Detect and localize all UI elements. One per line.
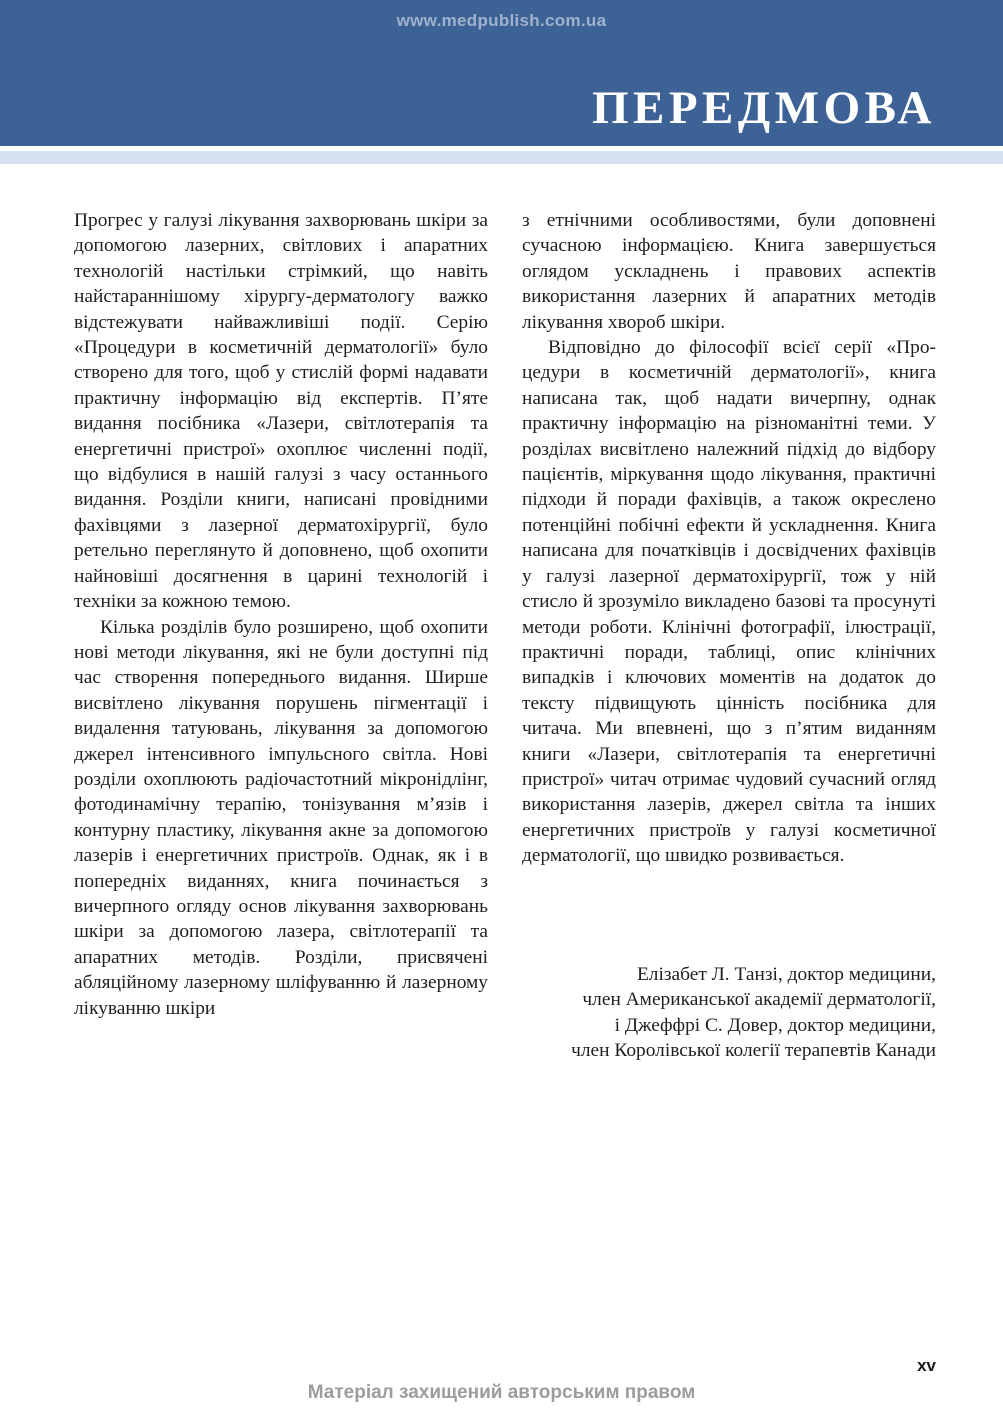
page-number: xv: [917, 1356, 936, 1375]
page-title: ПЕРЕДМОВА: [591, 82, 936, 134]
author-signature: [571, 962, 936, 1064]
header-accent-stripe: [0, 151, 1003, 164]
paragraph: Кілька розділів було розширено, щоб охопити нові методи лікування, які не були доступні під час створення попереднього видання. Ширше висвітлено лікування порушень пігментації і видалення татуювань, лікування за допомогою джерел інтенсивного імпульсного світла. Нові розділи охоплюють радіочастотний мікронідлінг, фотодинамічну терапію, тонізування м’язів і контурну пластику, лікування акне за допомогою лазерів і енергетичних пристроїв. Однак, як і в попередніх виданнях, книга починається з вичерпного огляду основ лікування захворювань шкіри за допомогою лазера, світлотерапії та апаратних методів. Розділи, присвячені абляційному лазерному шліфуванню й лазерному лікуванню шкіри: [74, 616, 488, 1019]
signature-line: член Королівської колегії терапевтів Канади: [571, 1040, 936, 1062]
signature-line: Елізабет Л. Танзі, доктор медицини,: [636, 964, 936, 985]
watermark-top: www.medpublish.com.ua: [396, 11, 607, 30]
copyright-watermark: Матеріал захищений авторським правом: [307, 1382, 696, 1403]
paragraph: з етнічними особливостями, були доповнені сучасною інформацією. Книга завершується оглядом ускладнень і правових аспектів використання лазерних й апаратних методів лікування хвороб шкіри.: [522, 210, 936, 333]
signature-line: і Джеффрі С. Довер, доктор медицини,: [614, 1014, 936, 1036]
left-text-column: [74, 208, 488, 1021]
signature-line: член Американської академії дерматології,: [582, 989, 936, 1011]
paragraph: Прогрес у галузі лікування захворювань шкіри за допомогою лазерних, світлових і апаратних технологій настільки стрімкий, що навіть найстараннішому хірургу-дерматологу важко відстежувати найважливіші події. Серію «Процедури в косметичній дерматології» було створено для того, щоб у стислій формі надавати практичну інформацію від експертів. П’яте видання посібника «Лазери, світлотерапія та енергетичні пристрої» охоплює численні події, що відбулися в нашій галузі з часу останнього видання. Розділи книги, написані провідними фахівцями з лазерної дерматохірургії, було ретельно переглянуто й доповнено, щоб охопити найновіші досягнення в царині технологій і техніки за кожною темою.: [74, 210, 488, 613]
paragraph: Відповідно до філософії всієї серії «Процедури в косметичній дерматології», книга написана так, щоб надати вичерпну, однак практичну інформацію на різноманітні теми. У розділах висвітлено належний підхід до відбору пацієнтів, міркування щодо лікування, практичні підходи й поради фахівців, а також окреслено потенційні побічні ефекти й ускладнення. Книга написана для початківців і досвідчених фахівців у галузі лазерної дерматохірургії, тож у ній стисло й зрозуміло викладено базові та просунуті методи роботи. Клінічні фотографії, ілюстрації, практичні поради, таблиці, опис клінічних випадків і ключових моментів на додаток до тексту підвищують цінність посібника для читача. Ми впевнені, що з п’ятим виданням книги «Лазери, світлотерапія та енергетичні пристрої» читач отримає чудовий сучасний огляд використання лазерів, джерел світла та інших енергетичних пристроїв у галузі косметичної дерматології, що швидко розвивається.: [522, 337, 936, 867]
right-text-column: [522, 208, 936, 869]
